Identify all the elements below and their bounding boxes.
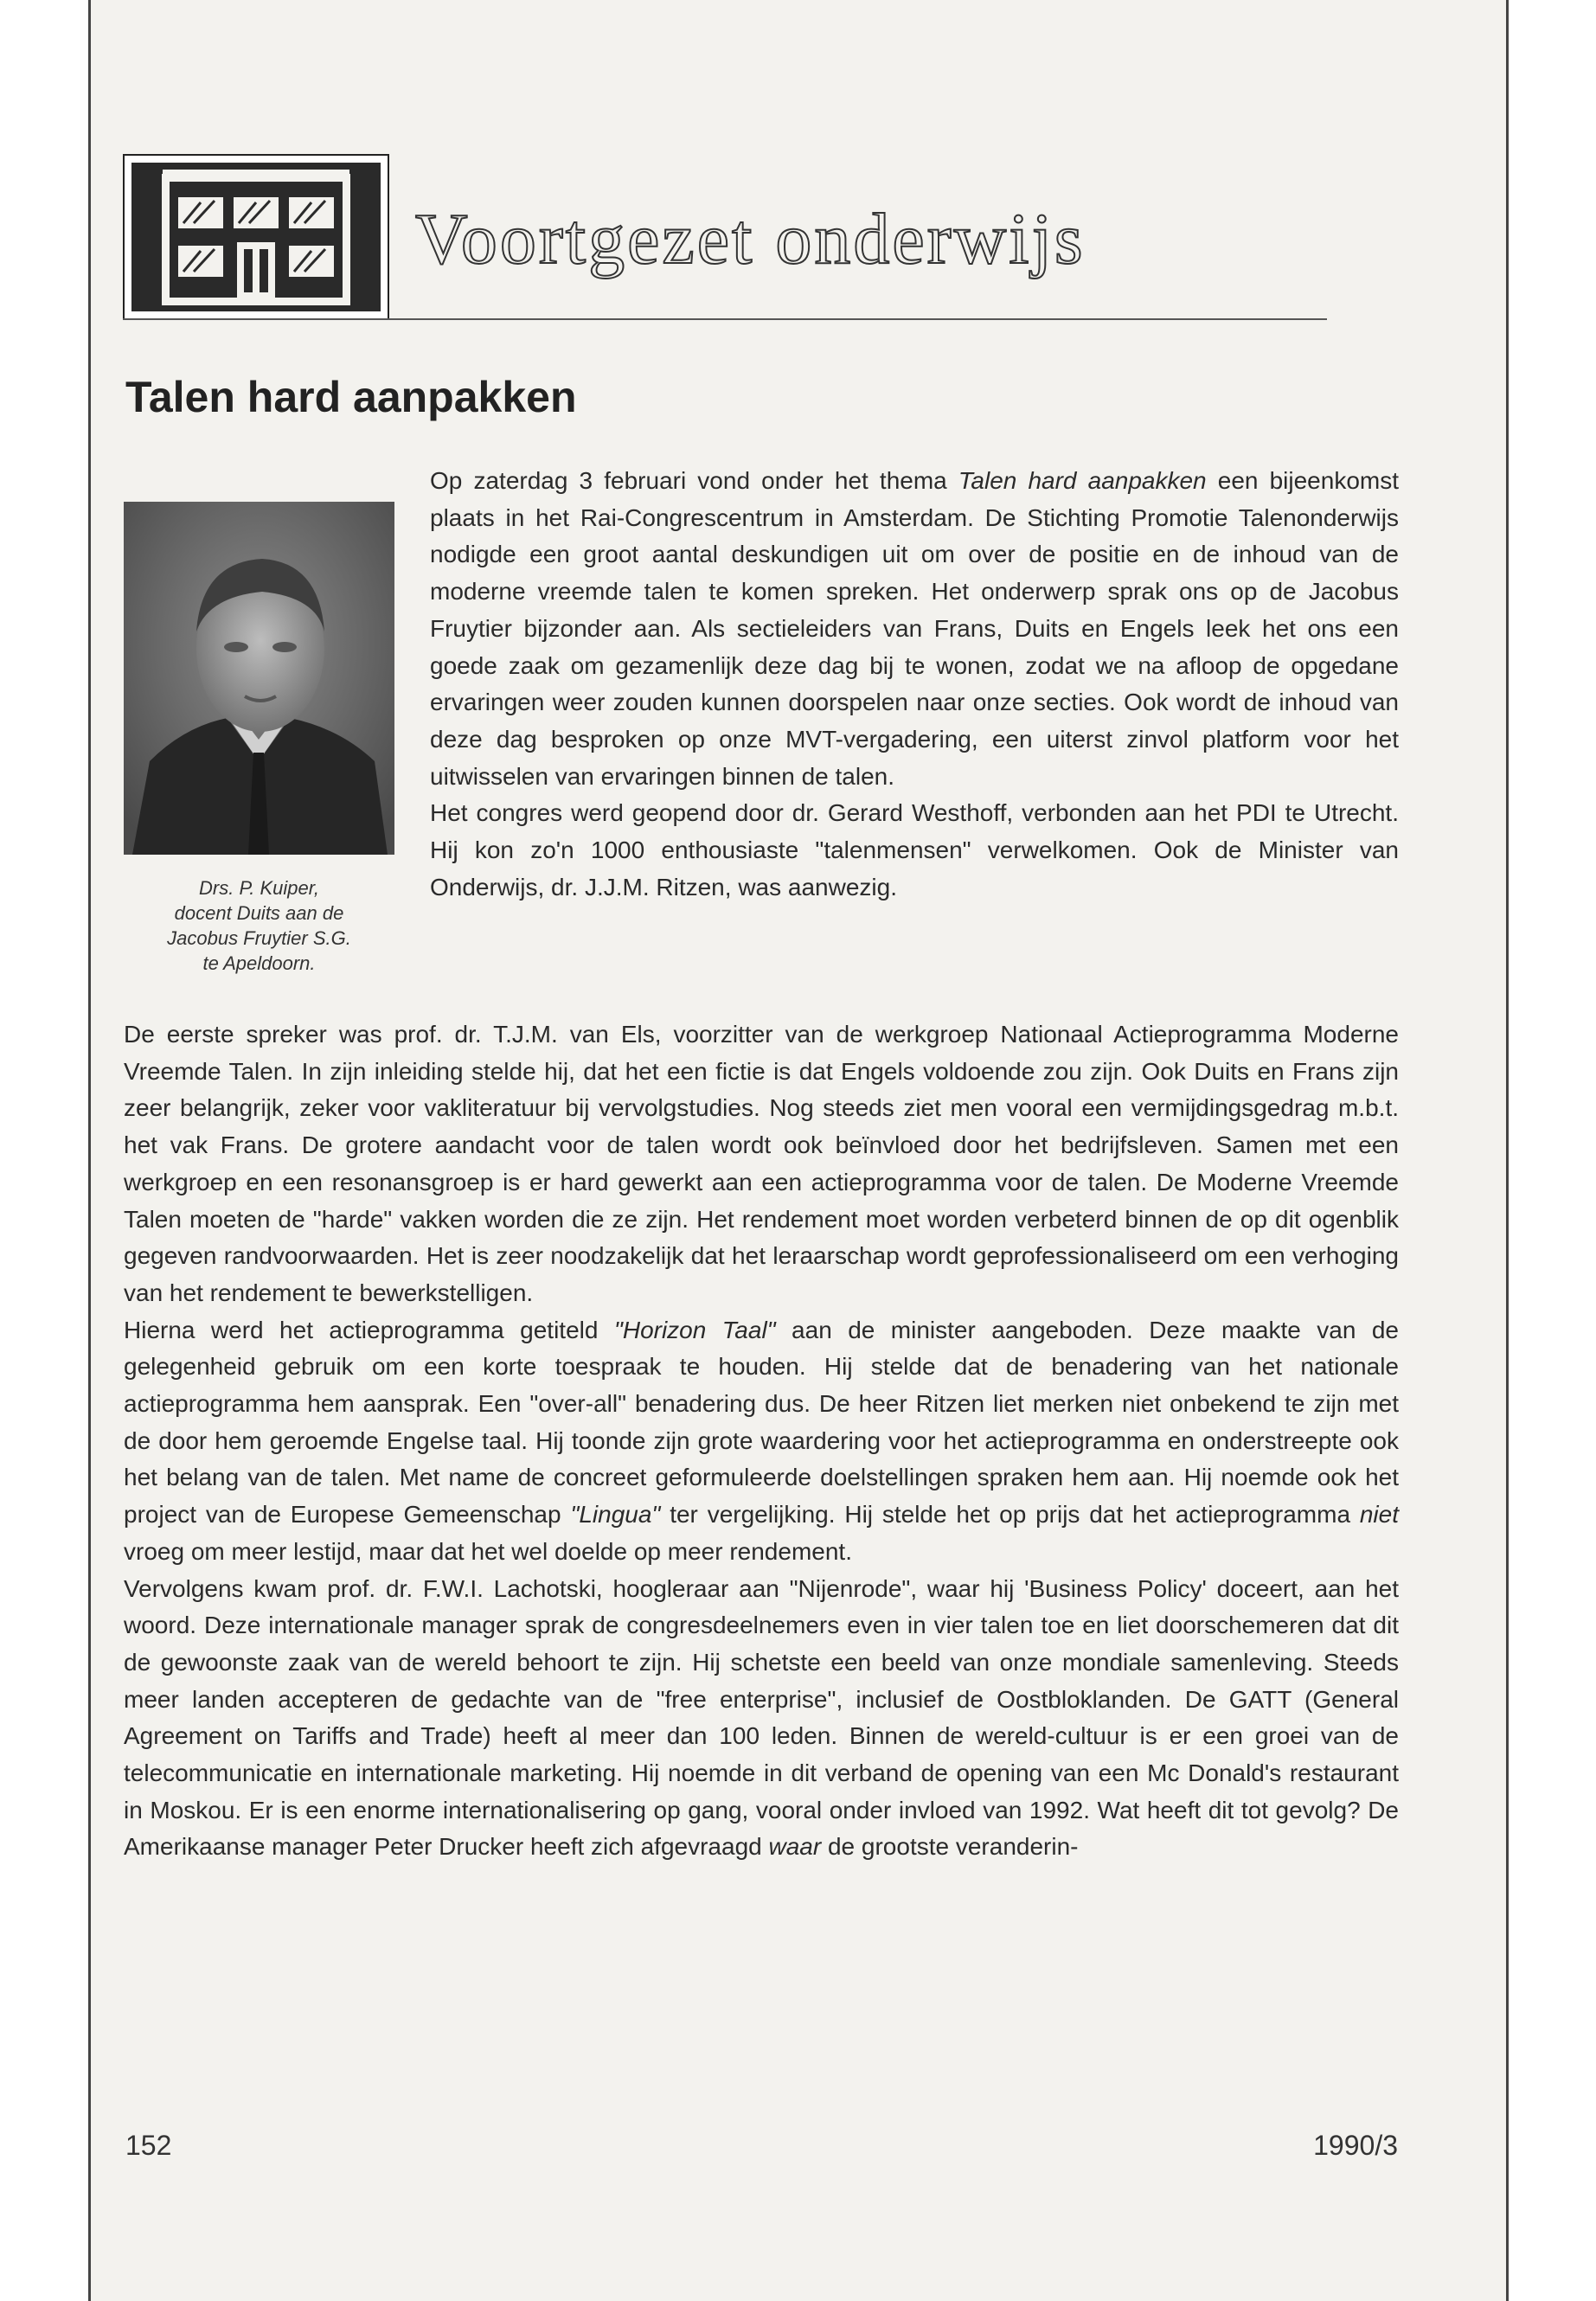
photo-caption (124, 875, 394, 976)
header-divider (123, 318, 1327, 320)
paragraph-4: Hierna werd het actieprogramma getiteld "Horizon Taal" aan de minister aangeboden. Deze maakte van de gelegenheid gebruik om een korte toespraak te houden. Hij stelde dat de benadering van het nationale actieprogramma hem aansprak. Een "over-all" benadering dus. De heer Ritzen liet merken niet onbekend te zijn met de door hem geroemde Engelse taal. Hij toonde zijn grote waardering voor het actieprogramma en onderstreepte ook het belang van de talen. Met name de concreet geformuleerde doelstellingen spraken hem aan. Hij noemde ook het project van de Europese Gemeenschap "Lingua" ter vergelijking. Hij stelde het op prijs dat het actieprogramma niet vroeg om meer lestijd, maar dat het wel doelde op meer rendement. (124, 1316, 1400, 1565)
issue-number: 1990/3 (1313, 2130, 1398, 2161)
article-title: Talen hard aanpakken (125, 373, 577, 421)
paragraph-5: Vervolgens kwam prof. dr. F.W.I. Lachotski, hoogleraar aan "Nijenrode", waar hij 'Business Policy' doceert, aan het woord. Deze internationale manager sprak de congresdeelnemers even in vier talen toe en liet doorschemeren dat dit de gewoonste zaak van de wereld behoort te zijn. Hij schetste een beeld van onze mondiale samenleving. Steeds meer landen accepteren de gedachte van de "free enterprise", inclusief de Oostbloklanden. De GATT (General Agreement on Tariffs and Trade) heeft al meer dan 100 leden. Binnen de wereld-cultuur is er een groei van de telecommunicatie en internationale marketing. Hij noemde in dit verband de opening van een Mc Donald's restaurant in Moskou. Er is een enorme internationalisering op gang, vooral onder invloed van 1992. Wat heeft dit tot gevolg? De Amerikaanse manager Peter Drucker heeft zich afgevraagd waar de grootste veranderin- (124, 1574, 1399, 1861)
paragraph-1: Op zaterdag 3 februari vond onder het thema Talen hard aanpakken een bijeenkomst plaats in het Rai-Congrescentrum in Amsterdam. De Stichting Promotie Talenonderwijs nodigde een groot aantal deskundigen uit om over de positie en de inhoud van de moderne vreemde talen te komen spreken. Het onderwerp sprak ons op de Jacobus Fruytier bijzonder aan. Als sectieleiders van Frans, Duits en Engels leek het ons een goede zaak om gezamenlijk deze dag bij te wonen, zodat we na afloop de opgedane ervaringen weer zouden kunnen doorspelen naar onze secties. Ook wordt de inhoud van deze dag besproken op onze MVT-vergadering, een uiterst zinvol platform voor het uitwisselen van ervaringen binnen de talen. (430, 467, 1400, 790)
author-photo (124, 502, 394, 855)
caption-line: docent Duits aan de (174, 902, 344, 924)
caption-line: te Apeldoorn. (202, 952, 316, 974)
paragraph-2: Het congres werd geopend door dr. Gerard Westhoff, verbonden aan het PDI te Utrecht. Hij kon zo'n 1000 enthousiaste "talenmensen" verwelkomen. Ook de Minister van Onderwijs, dr. J.J.M. Ritzen, was aanwezig. (430, 799, 1399, 901)
main-column (124, 1016, 1399, 1866)
section-logo (123, 154, 389, 320)
section-title: Voortgezet onderwijs (415, 199, 1086, 279)
paragraph-3: De eerste spreker was prof. dr. T.J.M. van Els, voorzitter van de werkgroep Nationaal Actieprogramma Moderne Vreemde Talen. In zijn inleiding stelde hij, dat het een fictie is dat Engels voldoende zou zijn. Ook Duits en Frans zijn zeer belangrijk, zeker voor vakliteratuur bij vervolgstudies. Nog steeds ziet men vooral een vermijdingsgedrag m.b.t. het vak Frans. De grotere aandacht voor de talen wordt ook beïnvloed door het bedrijfsleven. Samen met een werkgroep en een resonansgroep is er hard gewerkt aan een actieprogramma voor de talen. De Moderne Vreemde Talen moeten de "harde" vakken worden die ze zijn. Het rendement moet worden verbeterd binnen de op dit ogenblik gegeven randvoorwaarden. Het is zeer noodzakelijk dat het leraarschap wordt geprofessionaliseerd om een verhoging van het rendement te bewerkstelligen. (124, 1021, 1399, 1306)
intro-column (430, 463, 1399, 906)
page-number: 152 (125, 2130, 172, 2161)
school-building-icon (131, 163, 381, 311)
caption-line: Drs. P. Kuiper, (199, 877, 319, 899)
caption-line: Jacobus Fruytier S.G. (167, 927, 351, 949)
